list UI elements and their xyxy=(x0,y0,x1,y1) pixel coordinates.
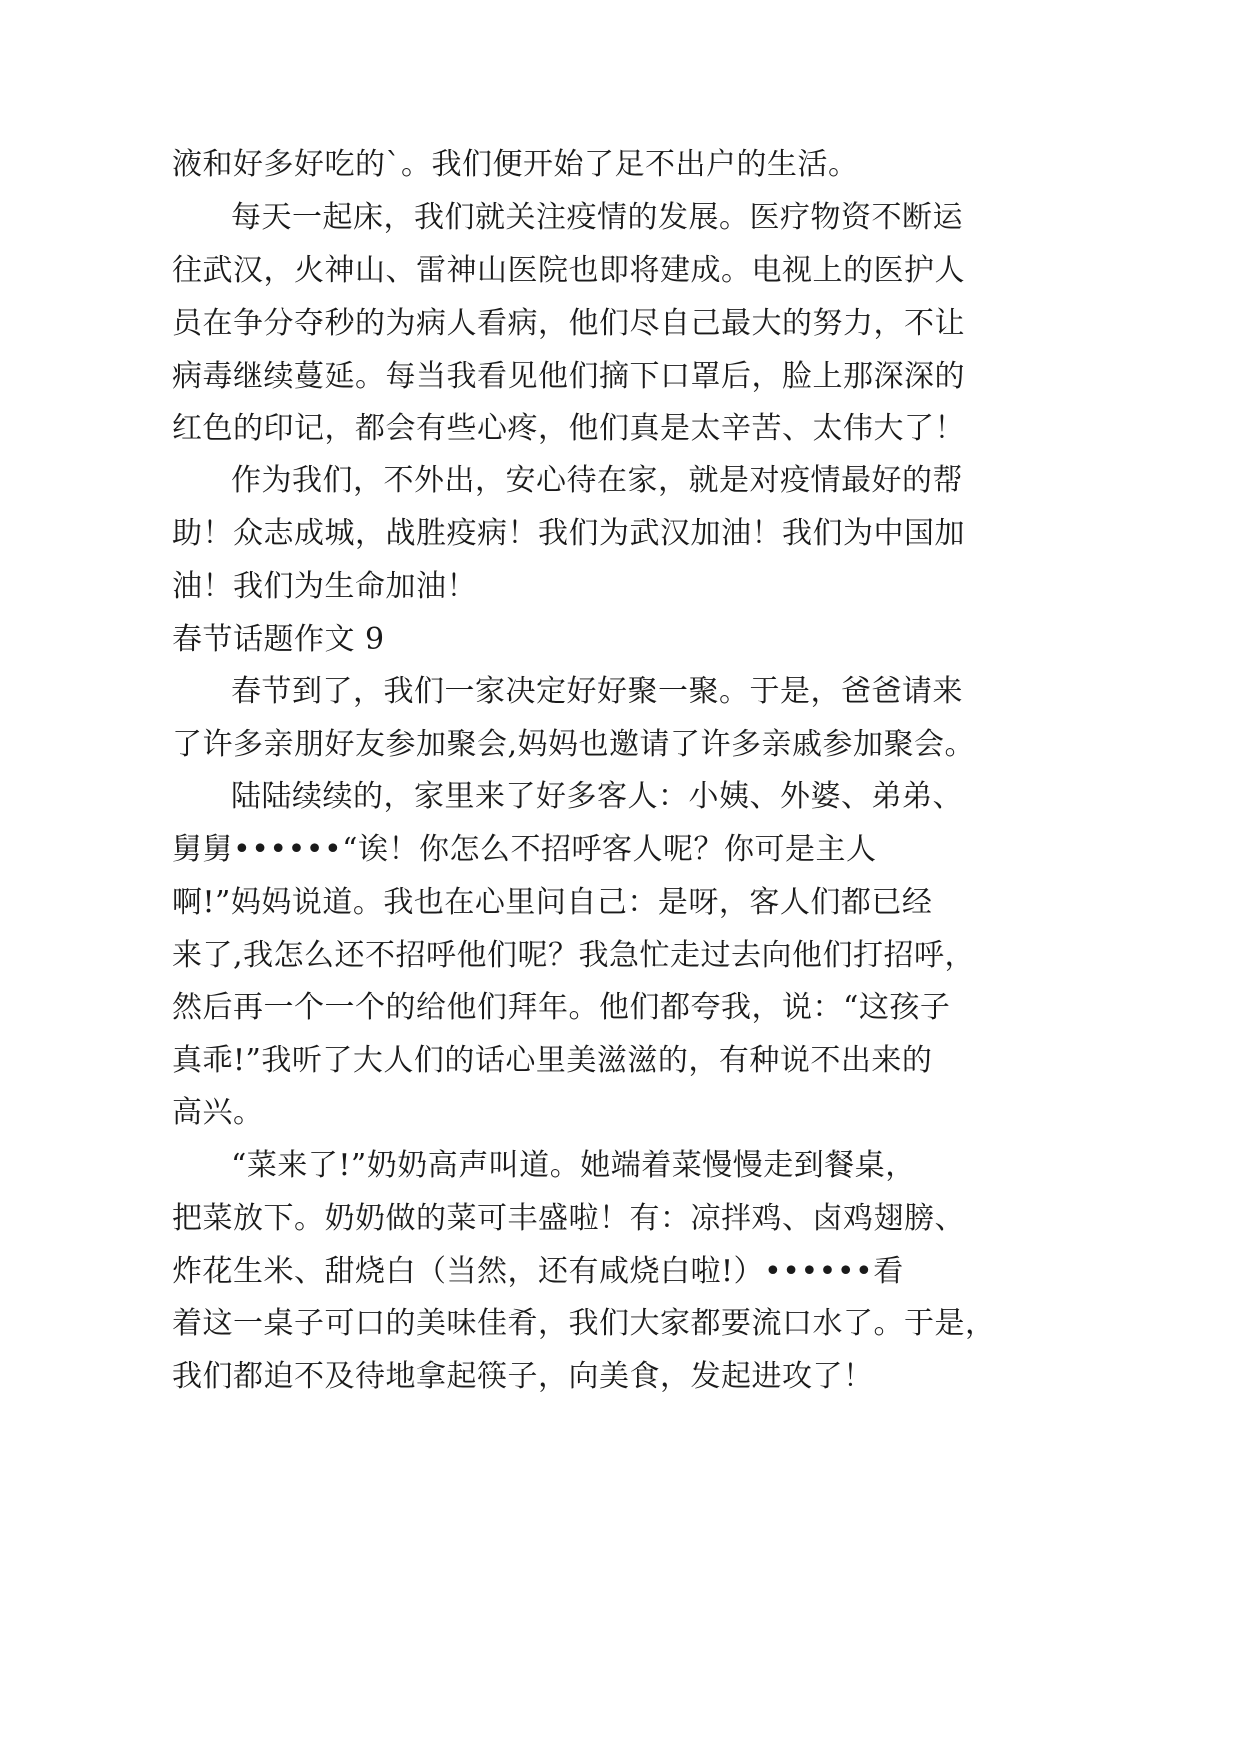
document-page: 液和好多好吃的`。我们便开始了足不出户的生活。 每天一起床，我们就关注疫情的发展。医疗物资不断运 往武汉，火神山、雷神山医院也即将建成。电视上的医护人 员在争分夺秒的为病人看病，他们尽自己最大的努力，不让 病毒继续蔓延。每当我看见他们摘下口罩后，脸上那深深的 红色的印记，都会有些心疼，他们真是太辛苦、太伟大了！ 作为我们，不外出，安心待在家，就是对疫情最好的帮 助！众志成城，战胜疫病！我们为武汉加油！我们为中国加 油！我们为生命加油！ 春节话题作文 9 春节到了，我们一家决定好好聚一聚。于是，爸爸请来 了许多亲朋好友参加聚会,妈妈也邀请了许多亲戚参加聚会。 陆陆续续的，家里来了好多客人：小姨、外婆、弟弟、 舅舅••••••“诶！你怎么不招呼客人呢？你可是主人 啊!”妈妈说道。我也在心里问自己：是呀，客人们都已经 来了,我怎么还不招呼他们呢？我急忙走过去向他们打招呼， 然后再一个一个的给他们拜年。他们都夸我，说：“这孩子 真乖!”我听了大人们的话心里美滋滋的，有种说不出来的 高兴。 “菜来了!”奶奶高声叫道。她端着菜慢慢走到餐桌， 把菜放下。奶奶做的菜可丰盛啦！有：凉拌鸡、卤鸡翅膀、 炸花生米、甜烧白（当然，还有咸烧白啦!）••••••看 着这一桌子可口的美味佳肴，我们大家都要流口水了。于是， 我们都迫不及待地拿起筷子，向美食，发起进攻了！ xyxy=(172,147,996,1394)
